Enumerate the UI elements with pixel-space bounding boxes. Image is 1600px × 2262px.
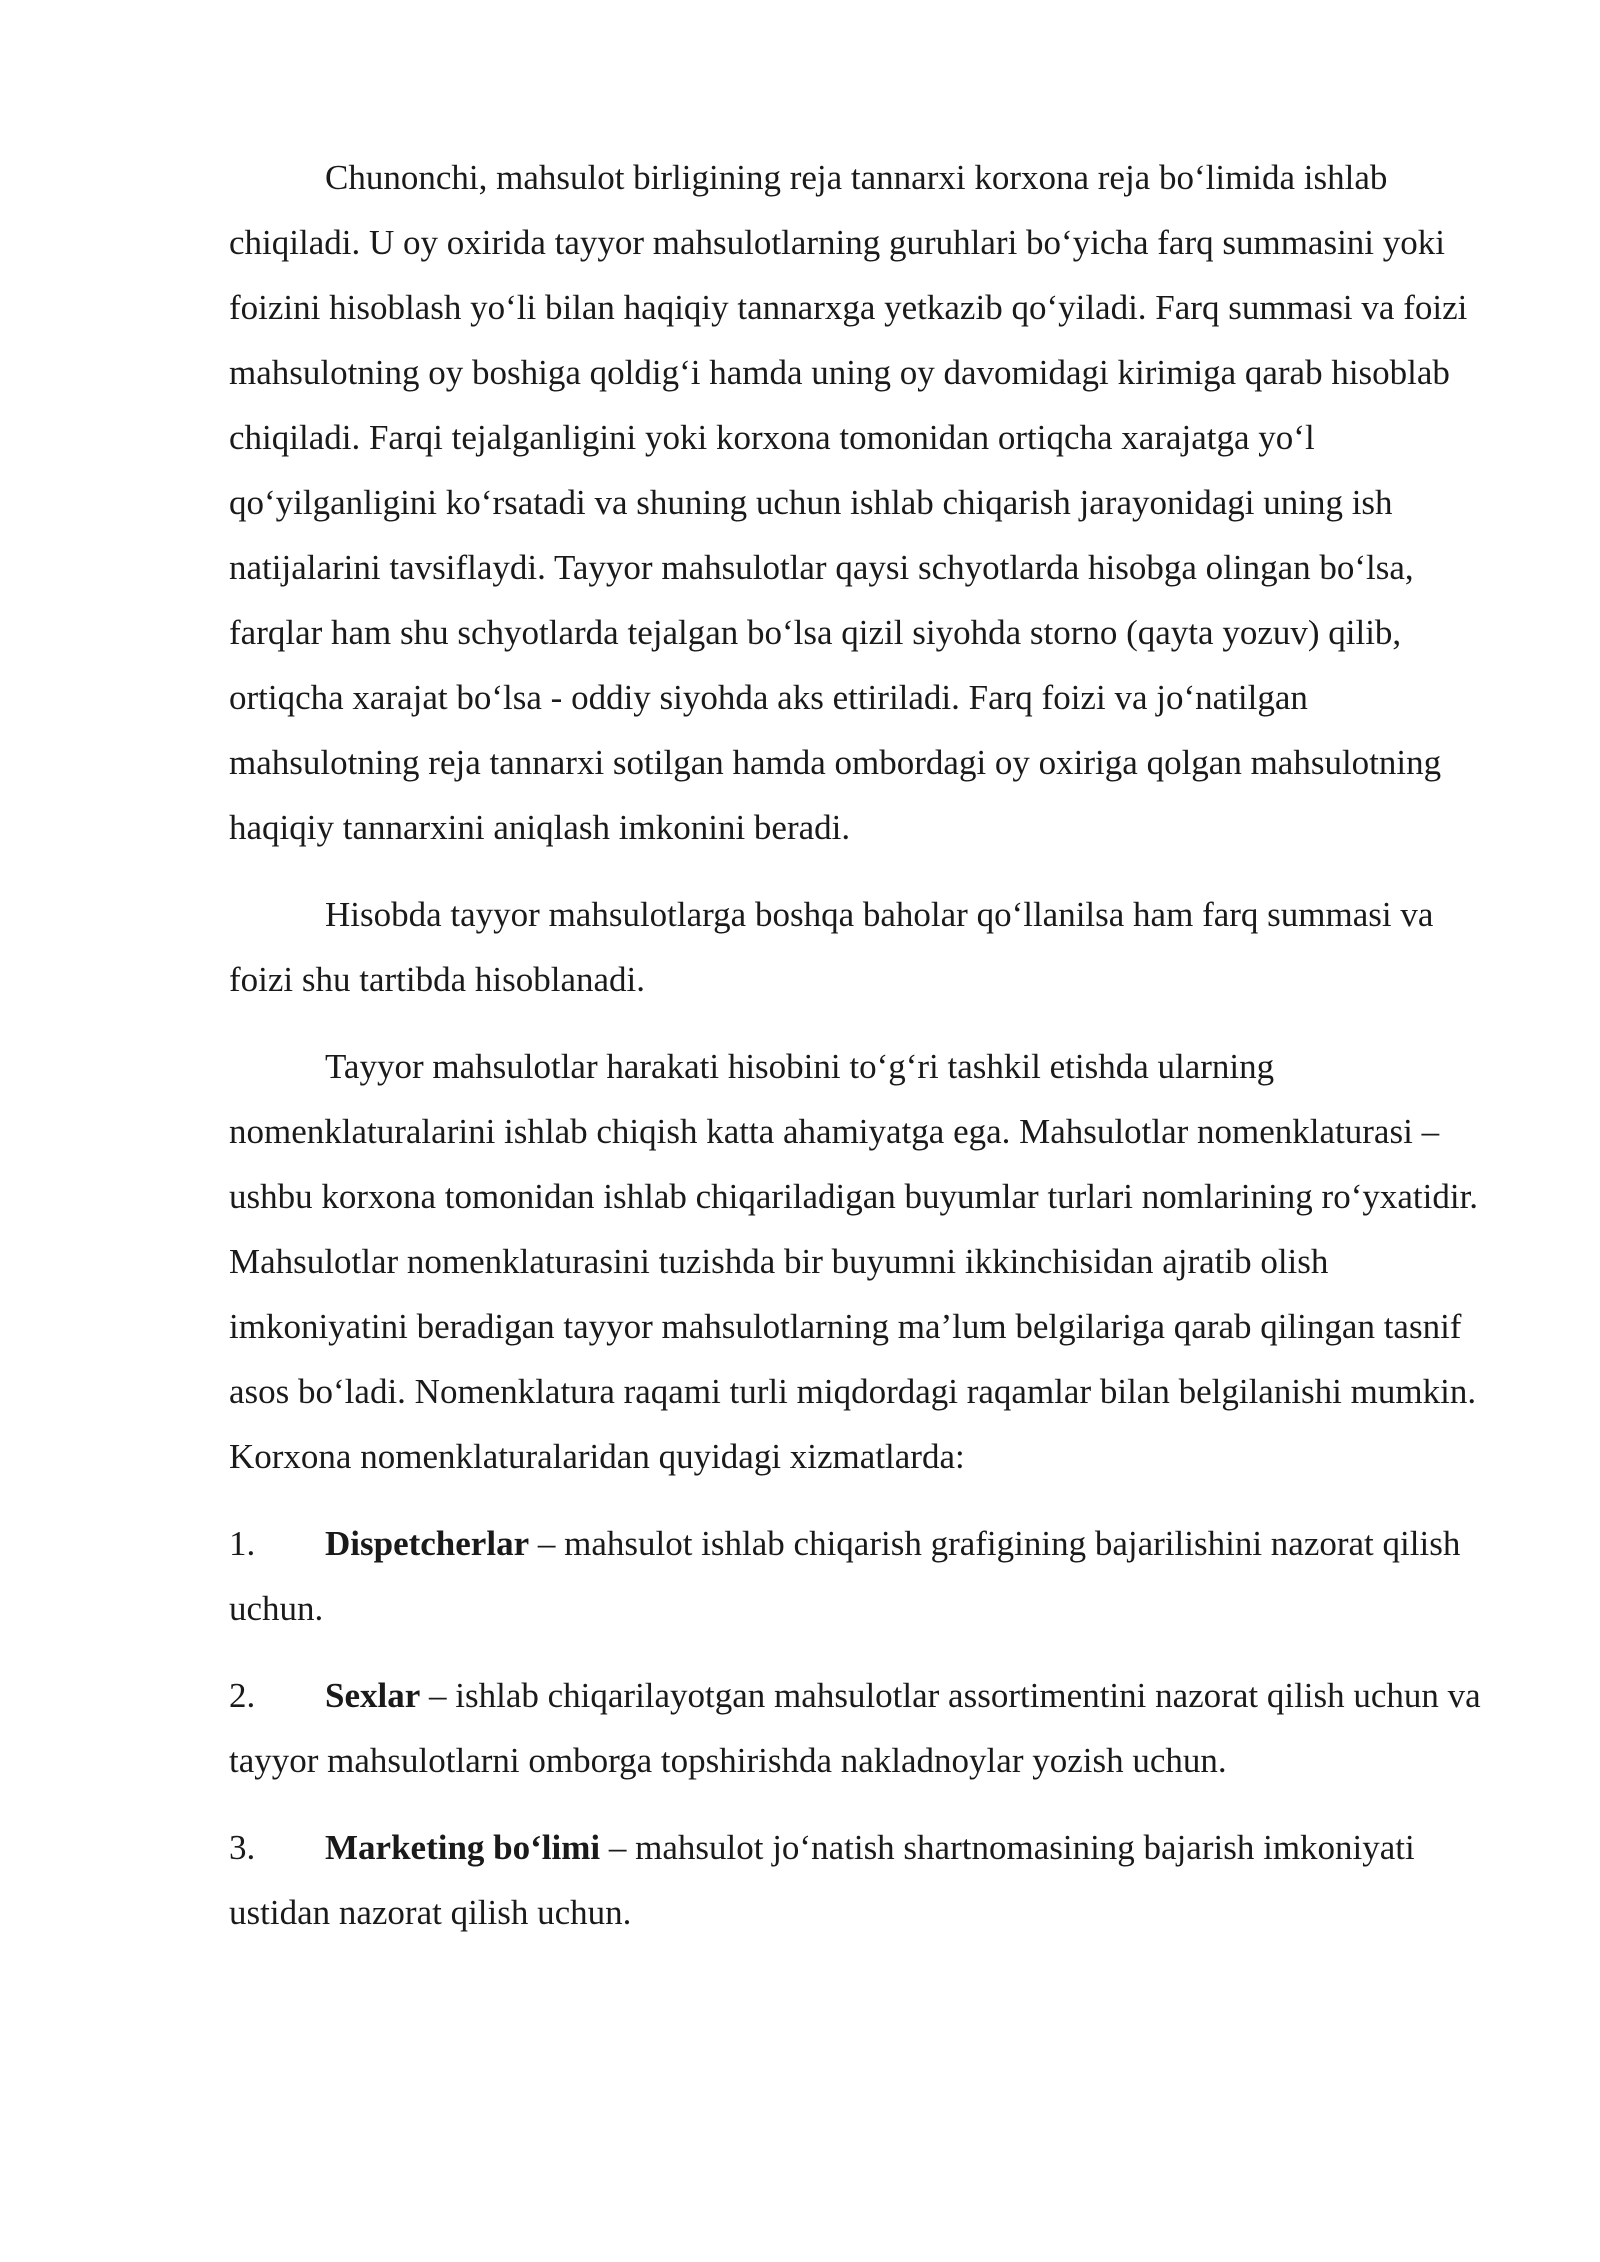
list-term: Sexlar: [325, 1676, 421, 1715]
document-body: [229, 145, 1489, 1967]
list-item-sexlar: [229, 1663, 1489, 1793]
list-text: – ishlab chiqarilayotgan mahsulotlar assortimentini nazorat qilish uchun va tayyor mahsulotlarni omborga topshirishda nakladnoylar yozish uchun.: [229, 1676, 1481, 1780]
paragraph-2: Hisobda tayyor mahsulotlarga boshqa baholar qo‘llanilsa ham farq summasi va foizi shu tartibda hisoblanadi.: [229, 895, 1434, 999]
list-item-marketing: [229, 1815, 1489, 1945]
paragraph-1: Chunonchi, mahsulot birligining reja tannarxi korxona reja bo‘limida ishlab chiqiladi. U oy oxirida tayyor mahsulotlarning guruhlari bo‘yicha farq summasini yoki foizini hisoblash yo‘li bilan haqiqiy tannarxga yetkazib qo‘yiladi. Farq summasi va foizi mahsulotning oy boshiga qoldig‘i hamda uning oy davomidagi kirimiga qarab hisoblab chiqiladi. Farqi tejalganligini yoki korxona tomonidan ortiqcha xarajatga yo‘l qo‘yilganligini ko‘rsatadi va shuning uchun ishlab chiqarish jarayonidagi uning ish natijalarini tavsiflaydi. Tayyor mahsulotlar qaysi schyotlarda hisobga olingan bo‘lsa, farqlar ham shu schyotlarda tejalgan bo‘lsa qizil siyohda storno (qayta yozuv) qilib, ortiqcha xarajat bo‘lsa - oddiy siyohda aks ettiriladi. Farq foizi va jo‘natilgan mahsulotning reja tannarxi sotilgan hamda ombordagi oy oxiriga qolgan mahsulotning haqiqiy tannarxini aniqlash imkonini beradi.: [229, 158, 1468, 847]
paragraph-3: Tayyor mahsulotlar harakati hisobini to‘g‘ri tashkil etishda ularning nomenklaturalarini ishlab chiqish katta ahamiyatga ega. Mahsulotlar nomenklaturasi – ushbu korxona tomonidan ishlab chiqariladigan buyumlar turlari nomlarining ro‘yxatidir. Mahsulotlar nomenklaturasini tuzishda bir buyumni ikkinchisidan ajratib olish imkoniyatini beradigan tayyor mahsulotlarning ma’lum belgilariga qarab qilingan tasnif asos bo‘ladi. Nomenklatura raqami turli miqdordagi raqamlar bilan belgilanishi mumkin. Korxona nomenklaturalaridan quyidagi xizmatlarda:: [229, 1047, 1479, 1476]
list-number: 1.: [229, 1524, 256, 1563]
list-number: 3.: [229, 1828, 256, 1867]
list-term: Dispetcherlar: [325, 1524, 530, 1563]
list-item-dispetcherlar: [229, 1511, 1489, 1641]
list-term: Marketing bo‘limi: [325, 1828, 601, 1867]
list-text: – mahsulot ishlab chiqarish grafigining bajarilishini nazorat qilish uchun.: [229, 1524, 1461, 1628]
list-text: – mahsulot jo‘natish shartnomasining bajarish imkoniyati ustidan nazorat qilish uchun.: [229, 1828, 1415, 1932]
list-number: 2.: [229, 1676, 256, 1715]
